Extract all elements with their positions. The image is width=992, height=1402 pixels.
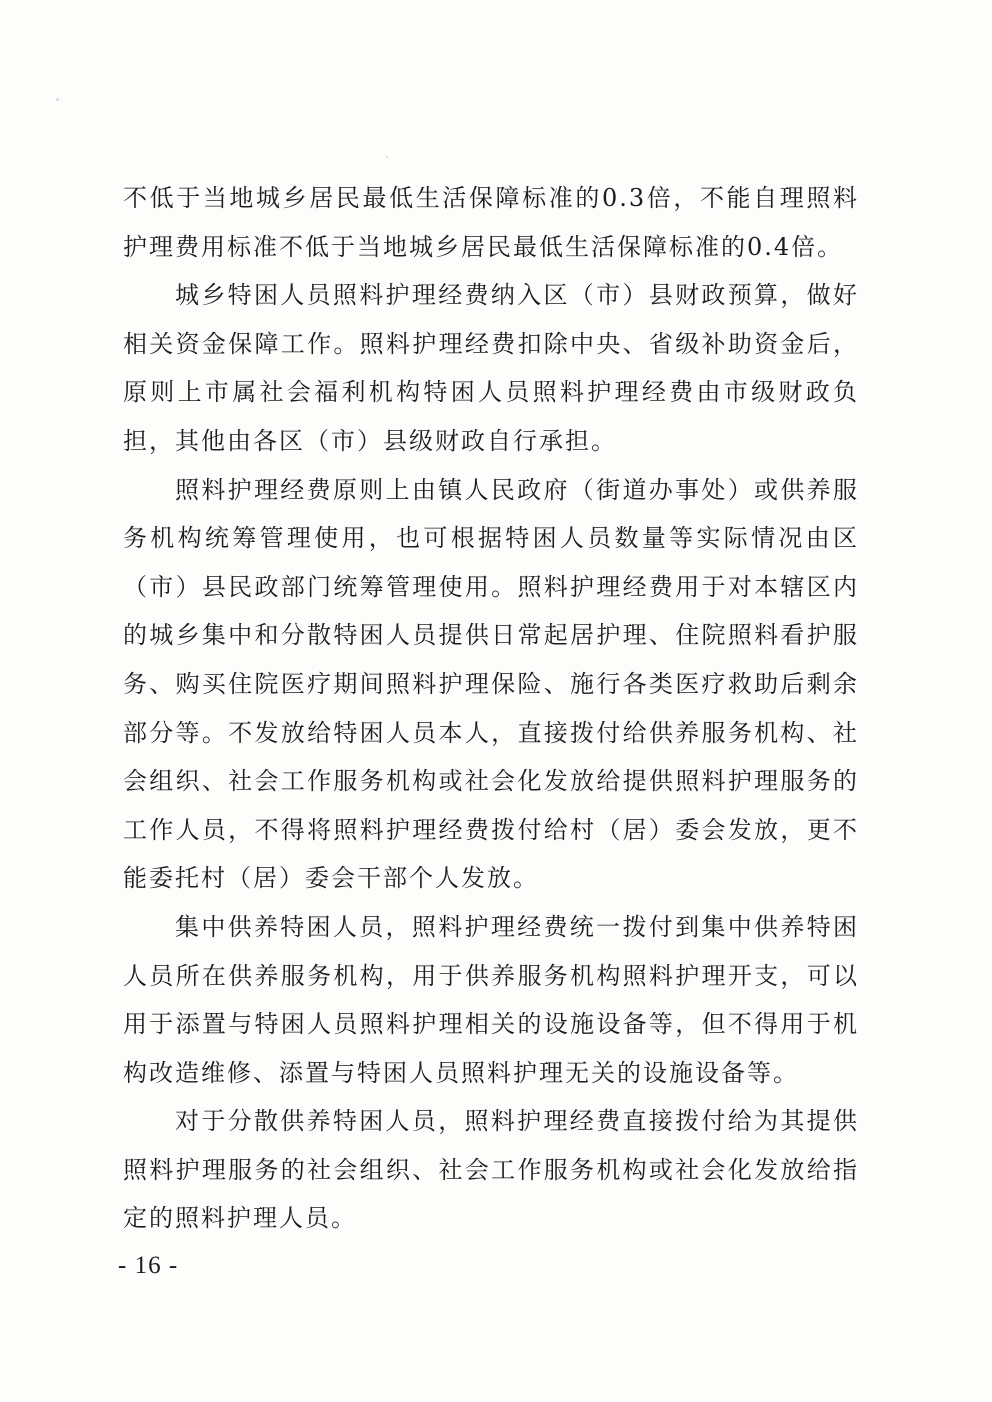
paragraph: 照料护理经费原则上由镇人民政府（街道办事处）或供养服务机构统筹管理使用，也可根据特困人员数量等实际情况由区（市）县民政部门统筹管理使用。照料护理经费用于对本辖区内的城乡集中和分散特困人员提供日常起居护理、住院照料看护服务、购买住院医疗期间照料护理保险、施行各类医疗救助后剩余部分等。不发放给特困人员本人，直接拨付给供养服务机构、社会组织、社会工作服务机构或社会化发放给提供照料护理服务的工作人员，不得将照料护理经费拨付给村（居）委会发放，更不能委托村（居）委会干部个人发放。 xyxy=(123,475,859,893)
scan-dot xyxy=(56,98,59,101)
paragraph: 城乡特困人员照料护理经费纳入区（市）县财政预算，做好相关资金保障工作。照料护理经费扣除中央、省级补助资金后，原则上市属社会福利机构特困人员照料护理经费由市级财政负担，其他由各区（市）县级财政自行承担。 xyxy=(123,281,859,455)
paragraph: 不低于当地城乡居民最低生活保障标准的0.3倍，不能自理照料护理费用标准不低于当地城乡居民最低生活保障标准的0.4倍。 xyxy=(123,184,859,261)
page-number: - 16 - xyxy=(118,1252,179,1279)
scan-dot xyxy=(386,156,388,158)
document-body xyxy=(123,174,859,1243)
paragraph: 集中供养特困人员，照料护理经费统一拨付到集中供养特困人员所在供养服务机构，用于供养服务机构照料护理开支，可以用于添置与特困人员照料护理相关的设施设备等，但不得用于机构改造维修、添置与特困人员照料护理无关的设施设备等。 xyxy=(123,912,859,1087)
paragraph: 对于分散供养特困人员，照料护理经费直接拨付给为其提供照料护理服务的社会组织、社会工作服务机构或社会化发放给指定的照料护理人员。 xyxy=(123,1107,859,1233)
